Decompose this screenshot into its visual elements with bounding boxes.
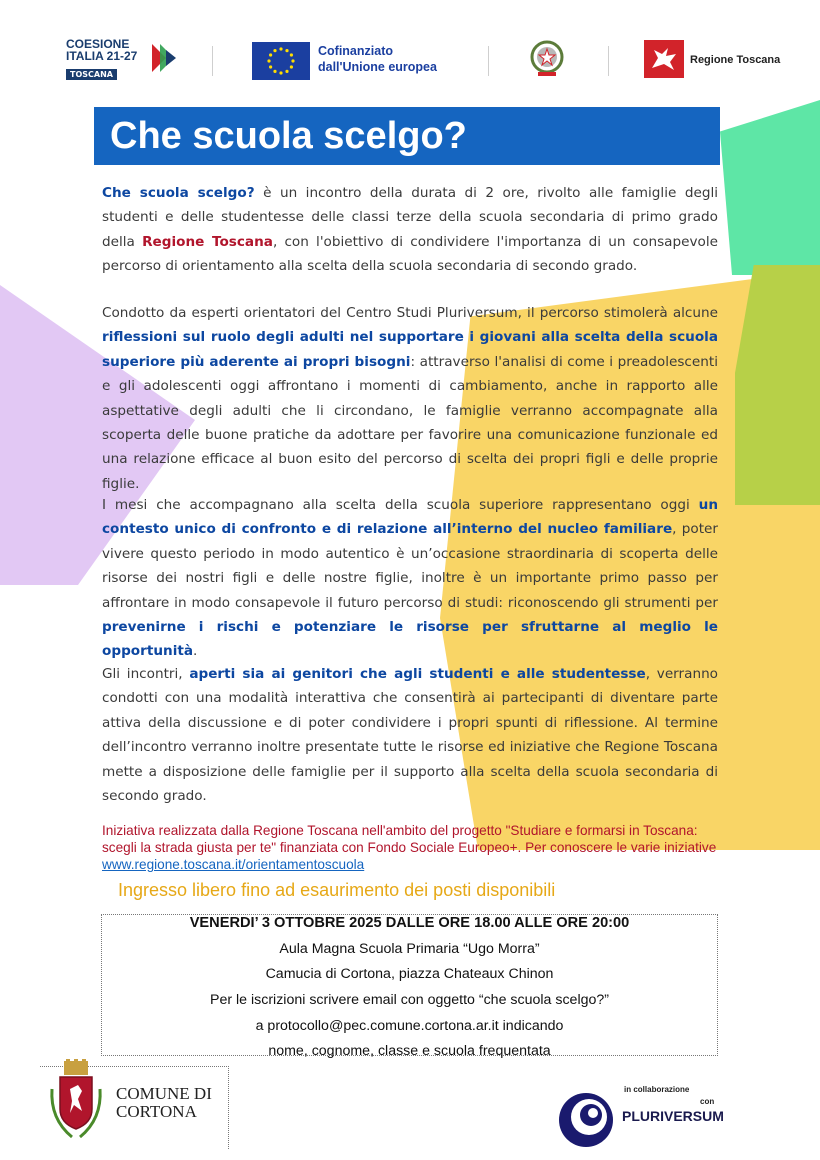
logo-separator <box>488 46 489 76</box>
region-highlight: Regione Toscana <box>142 233 273 250</box>
pluriversum-name: PLURIVERSUM <box>622 1108 724 1124</box>
paragraph-months <box>102 493 718 664</box>
initiative-note <box>102 822 722 873</box>
event-email[interactable]: a protocollo@pec.comune.cortona.ar.it indicando <box>255 1018 564 1034</box>
paragraph-conducted <box>102 301 718 496</box>
conducted-highlight: riflessioni sul ruolo degli adulti nel supportare i giovani alla scelta della scuola superiore più aderente ai propri bisogni <box>102 329 718 370</box>
coesione-line1: COESIONE <box>66 37 130 51</box>
meetings-highlight: aperti sia ai genitori che agli studenti e alle studentesse <box>189 666 646 682</box>
eu-line1: Cofinanziato <box>318 44 393 58</box>
cortona-crest-icon <box>46 1059 106 1141</box>
intro-highlight: Che scuola scelgo? <box>102 185 255 201</box>
coesione-badge: TOSCANA <box>66 69 117 80</box>
coesione-line2: ITALIA 21-27 <box>66 49 138 63</box>
months-text: I mesi che accompagnano alla scelta della scuola superiore rappresentano oggi <box>102 497 699 513</box>
initiative-text: Iniziativa realizzata dalla Regione Toscana nell'ambito del progetto "Studiare e formarsi in Toscana: scegli la strada giusta per te" finanziata con Fondo Sociale Europeo+. Per conoscere le varie iniziative <box>102 823 717 855</box>
months-highlight: un contesto unico di confronto e di relazione all’interno del nucleo familiare <box>102 497 718 538</box>
page-title: Che scuola scelgo? <box>110 115 467 157</box>
collaboration-label: in collaborazione <box>624 1085 690 1094</box>
regione-toscana-logo <box>644 40 794 80</box>
toscana-pegasus-icon <box>644 40 684 78</box>
months-text-end: . <box>193 643 198 660</box>
months-highlight-2: prevenirne i rischi e potenziare le risorse per sfruttarne al meglio le opportunità <box>102 619 718 660</box>
free-entry-notice: Ingresso libero fino ad esaurimento dei posti disponibili <box>118 880 556 900</box>
with-label: con <box>700 1097 715 1106</box>
eu-cofunded-logo <box>252 40 472 80</box>
event-address: Camucia di Cortona, piazza Chateaux Chinon <box>265 966 554 982</box>
months-text-mid: , poter vivere questo periodo in modo autentico è un’occasione straordinaria di scoperta delle risorse dei nostri figli e delle nostre figlie, inoltre è un importante primo passo per affrontare in modo consapevole il futuro percorso di studi: riconoscendo gli strumenti per <box>102 521 719 611</box>
logo-separator <box>608 46 609 76</box>
header-logos <box>0 38 820 88</box>
initiative-link[interactable]: www.regione.toscana.it/orientamentoscuola <box>102 857 365 872</box>
logo-separator <box>212 46 213 76</box>
decorative-olive-shape <box>735 265 820 505</box>
coesione-arrows-icon <box>146 40 182 78</box>
event-required-info: nome, cognome, classe e scuola frequentata <box>268 1043 551 1059</box>
comune-line1: COMUNE DI <box>116 1084 212 1103</box>
coesione-italia-logo <box>66 38 186 86</box>
comune-cortona-logo <box>40 1066 229 1149</box>
decorative-green-shape <box>720 100 820 275</box>
pluriversum-logo-icon <box>556 1088 618 1150</box>
event-registration: Per le iscrizioni scrivere email con oggetto “che scuola scelgo?” <box>209 992 609 1008</box>
event-venue: Aula Magna Scuola Primaria “Ugo Morra” <box>279 941 540 957</box>
toscana-label: Regione Toscana <box>690 54 781 66</box>
italian-republic-emblem-icon <box>528 38 566 80</box>
intro-text-end: , con l'obiettivo di condividere l'importanza di un consapevole percorso di orientamento alla scelta della scuola secondaria di secondo grado. <box>102 233 718 275</box>
paragraph-intro <box>102 181 718 279</box>
paragraph-meetings <box>102 662 718 808</box>
event-details-box <box>101 914 718 1059</box>
comune-line2: CORTONA <box>116 1102 197 1121</box>
title-banner <box>94 107 720 165</box>
meetings-text: Gli incontri, <box>102 666 190 682</box>
eu-line2: dall'Unione europea <box>318 60 437 74</box>
conducted-text: Condotto da esperti orientatori del Centro Studi Pluriversum, il percorso stimolerà alcune <box>102 305 718 321</box>
intro-text: è un incontro della durata di 2 ore, rivolto alle famiglie degli studenti e delle studentesse delle classi terze della scuola secondaria di primo grado della <box>102 185 718 250</box>
meetings-text-end: , verranno condotti con una modalità interattiva che consentirà ai partecipanti di diventare parte attiva della discussione e di poter condividere i propri spunti di riflessione. Al termine dell’incontro verranno inoltre presentate tutte le risorse ed iniziative che Regione Toscana mette a disposizione delle famiglie per il supporto alla scelta della scuola secondaria di secondo grado. <box>102 666 718 805</box>
event-date: VENERDI’ 3 OTTOBRE 2025 DALLE ORE 18.00 ALLE ORE 20:00 <box>189 915 630 931</box>
conducted-text-end: : attraverso l'analisi di come i preadolescenti e gli adolescenti oggi affrontano i momenti di cambiamento, anche in rapporto alle aspettative degli adulti che li circondano, le famiglie verranno accompagnate alla scoperta delle buone pratiche da adottare per favorire una comunicazione funzionale ed una relazione efficace al buon esito del percorso di scelta dei propri figli e delle proprie figlie. <box>102 353 718 492</box>
eu-flag-icon <box>252 42 310 80</box>
